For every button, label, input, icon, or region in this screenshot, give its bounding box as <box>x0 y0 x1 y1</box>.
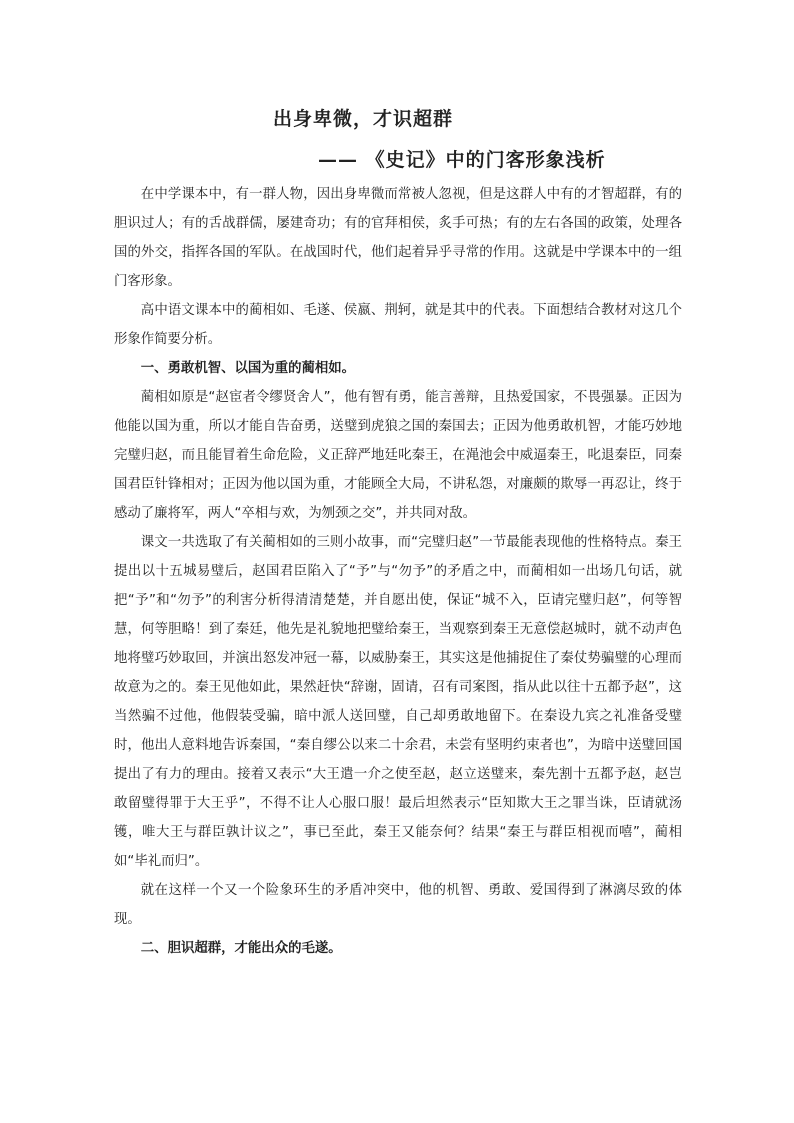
document-title: 出身卑微，才识超群 <box>273 108 454 130</box>
paragraph-intro-1: 在中学课本中，有一群人物，因出身卑微而常被人忽视，但是这群人中有的才智超群，有的胆识过人；有的舌战群儒，屡建奇功；有的官拜相侯，炙手可热；有的左右各国的政策，处理各国的外交，指挥各国的军队。在战国时代，他们起着异乎寻常的作用。这就是中学课本中的一组门客形象。 <box>114 187 682 289</box>
paragraph-lin-xiangru-1: 蔺相如原是“赵宦者令缪贤舍人”，他有智有勇，能言善辩，且热爱国家，不畏强暴。正因为他能以国为重，所以才能自告奋勇，送璧到虎狼之国的秦国去；正因为他勇敢机智，才能巧妙地完璧归赵，而且能冒着生命危险，义正辞严地廷叱秦王，在渑池会中威逼秦王，叱退秦臣，同秦国君臣针锋相对；正因为他以国为重，才能顾全大局，不讲私怨，对廉颇的欺辱一再忍让，终于感动了廉将军，两人“卒相与欢，为刎颈之交”，并共同对敌。 <box>114 390 682 521</box>
document-body <box>114 180 682 963</box>
section-heading-1: 一、勇敢机智、以国为重的蔺相如。 <box>140 361 356 376</box>
paragraph-lin-xiangru-2: 课文一共选取了有关蔺相如的三则小故事，而“完璧归赵”一节最能表现他的性格特点。秦王提出以十五城易璧后，赵国君臣陷入了“予”与“勿予”的矛盾之中，而蔺相如一出场几句话，就把“予”和“勿予”的利害分析得清清楚楚，并自愿出使，保证“城不入，臣请完璧归赵”，何等智慧，何等胆略！到了秦廷，他先是礼貌地把璧给秦王，当观察到秦王无意偿赵城时，就不动声色地将璧巧妙取回，并演出怒发冲冠一幕，以威胁秦王，其实这是他捕捉住了秦仗势骗璧的心理而故意为之的。秦王见他如此，果然赶快“辞谢，固请，召有司案图，指从此以往十五都予赵”，这当然骗不过他，他假装受骗，暗中派人送回璧，自己却勇敢地留下。在秦设九宾之礼准备受璧时，他出人意料地告诉秦国，“秦自缪公以来二十余君，未尝有坚明约束者也”，为暗中送璧回国提出了有力的理由。接着又表示“大王遣一介之使至赵，赵立送璧来，秦先割十五都予赵，赵岂敢留璧得罪于大王乎”，不得不让人心服口服！最后坦然表示“臣知欺大王之罪当诛，臣请就汤镬，唯大王与群臣孰计议之”，事已至此，秦王又能奈何？结果“秦王与群臣相视而嘻”，蔺相如“毕礼而归”。 <box>114 535 682 869</box>
document-subtitle: —— 《史记》中的门客形象浅析 <box>318 149 606 171</box>
section-heading-2: 二、胆识超群，才能出众的毛遂。 <box>140 941 342 956</box>
paragraph-lin-xiangru-3: 就在这样一个又一个险象环生的矛盾冲突中，他的机智、勇敢、爱国得到了淋漓尽致的体现。 <box>114 883 682 927</box>
paragraph-intro-2: 高中语文课本中的蔺相如、毛遂、侯嬴、荆轲，就是其中的代表。下面想结合教材对这几个形象作简要分析。 <box>114 303 682 347</box>
